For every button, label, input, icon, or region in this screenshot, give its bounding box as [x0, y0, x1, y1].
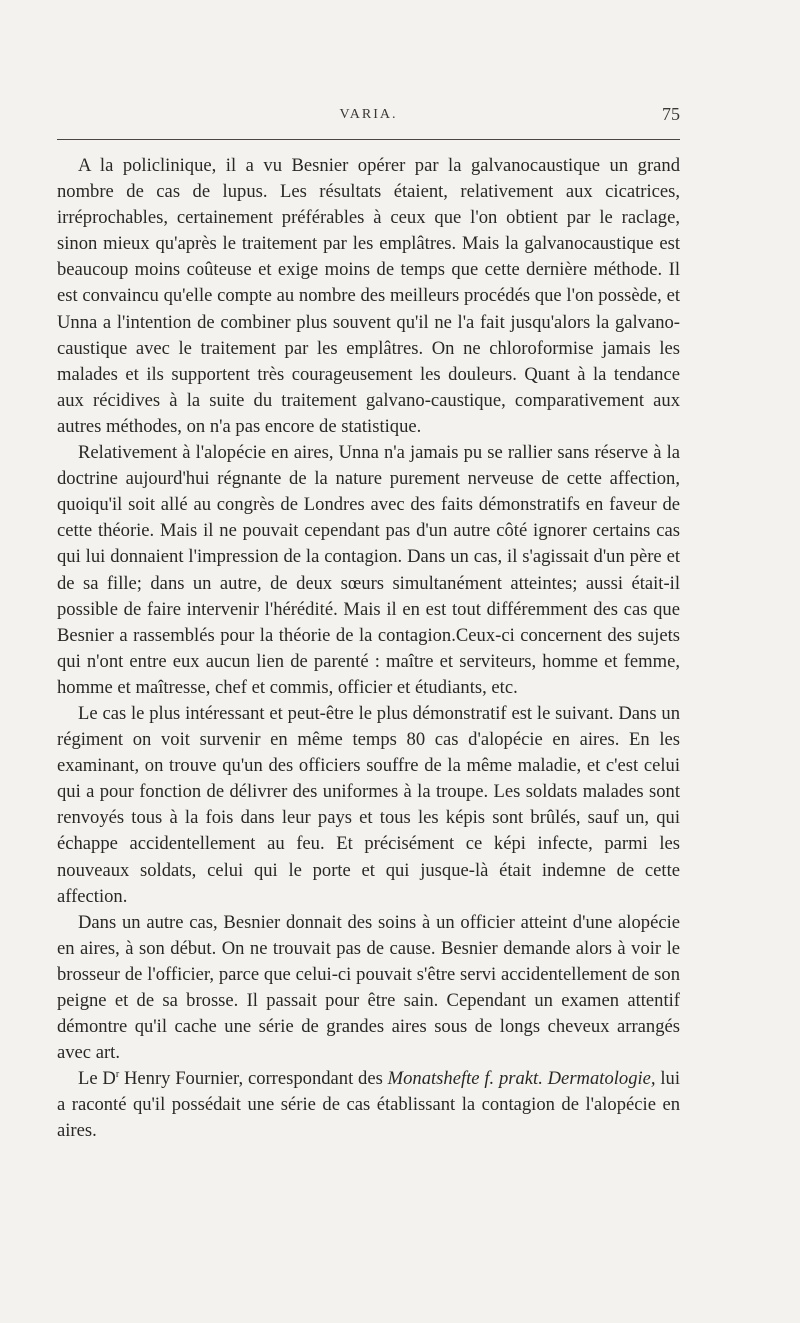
header-rule — [57, 139, 680, 140]
paragraph-fournier — [57, 1066, 680, 1144]
running-title: VARIA. — [339, 107, 398, 122]
fournier-tail: lui a raconté qu'il possédait une série de cas établissant la contagion de l'alopécie en aires. — [57, 1068, 680, 1142]
paragraph-regiment-case: Le cas le plus intéressant et peut-être le plus démonstratif est le suivant. Dans un régiment on voit survenir en même temps 80 cas d'alopécie en aires. En les examinant, on trouve qu'un des officiers souffre de la même maladie, et c'est celui qui a pour fonction de délivrer des uniformes à la troupe. Les soldats malades sont renvoyés tous à la fois dans leur pays et tous les képis sont brûlés, sauf un, qui échappe accidentellement au feu. Et précisément ce képi infecte, parmi les nouveaux soldats, celui qui le porte et qui jusque-là était indemne de cette affection. — [57, 702, 680, 907]
fournier-after-sup: Henry Fournier, correspondant des — [119, 1068, 388, 1090]
body-text — [57, 153, 680, 1145]
running-head — [57, 104, 680, 128]
paragraph-galvanocaustique: A la policlinique, il a vu Besnier opérer par la galvanocaustique un grand nombre de cas de lupus. Les résultats étaient, relativement aux cicatrices, irréprochables, certainement préférables à ceux que l'on obtient par le raclage, sinon mieux qu'après le traitement par les emplâtres. Mais la galvanocaustique est beaucoup moins coûteuse et exige moins de temps que cette dernière méthode. Il est convaincu qu'elle compte au nombre des meilleurs procédés que l'on possède, et Unna a l'intention de combiner plus souvent qu'il ne l'a fait jusqu'alors la galvano-caustique avec le traitement par les emplâtres. On ne chloroformise jamais les malades et ils supportent très courageusement les douleurs. Quant à la tendance aux récidives à la suite du traitement galvano-caustique, comparativement aux autres méthodes, on n'a pas encore de statistique. — [57, 155, 680, 437]
doctor-superscript: r — [115, 1069, 120, 1081]
page-number: 75 — [662, 104, 680, 124]
paragraph-alopecie-contagion: Relativement à l'alopécie en aires, Unna n'a jamais pu se rallier sans réserve à la doctrine aujourd'hui régnante de la nature purement nerveuse de cette affection, quoiqu'il soit allé au congrès de Londres avec des faits démonstratifs en faveur de cette théorie. Mais il ne pouvait cependant pas d'un autre côté ignorer certains cas qui lui donnaient l'impression de la contagion. Dans un cas, il s'agissait d'un père et de sa fille; dans un autre, de deux sœurs simultanément atteintes; aussi était-il possible de faire intervenir l'hérédité. Mais il en est tout différemment des cas que Besnier a rassemblés pour la théorie de la contagion.Ceux-ci concernent des sujets qui n'ont entre eux aucun lien de parenté : maître et serviteurs, homme et femme, homme et maîtresse, chef et commis, officier et étudiants, etc. — [57, 442, 680, 698]
paragraph-officier-case: Dans un autre cas, Besnier donnait des soins à un officier atteint d'une alopécie en aires, à son début. On ne trouvait pas de cause. Besnier demande alors à voir le brosseur de l'officier, parce que celui-ci pouvait s'être servi accidentellement de son peigne et de sa brosse. Il passait pour être sain. Cependant un examen attentif démontre qu'il cache une série de grandes aires sous de longs cheveux arrangés avec art. — [57, 911, 680, 1064]
journal-title: Monatshefte f. prakt. Dermatologie, — [387, 1068, 656, 1090]
fournier-lead: Le D — [78, 1068, 116, 1090]
